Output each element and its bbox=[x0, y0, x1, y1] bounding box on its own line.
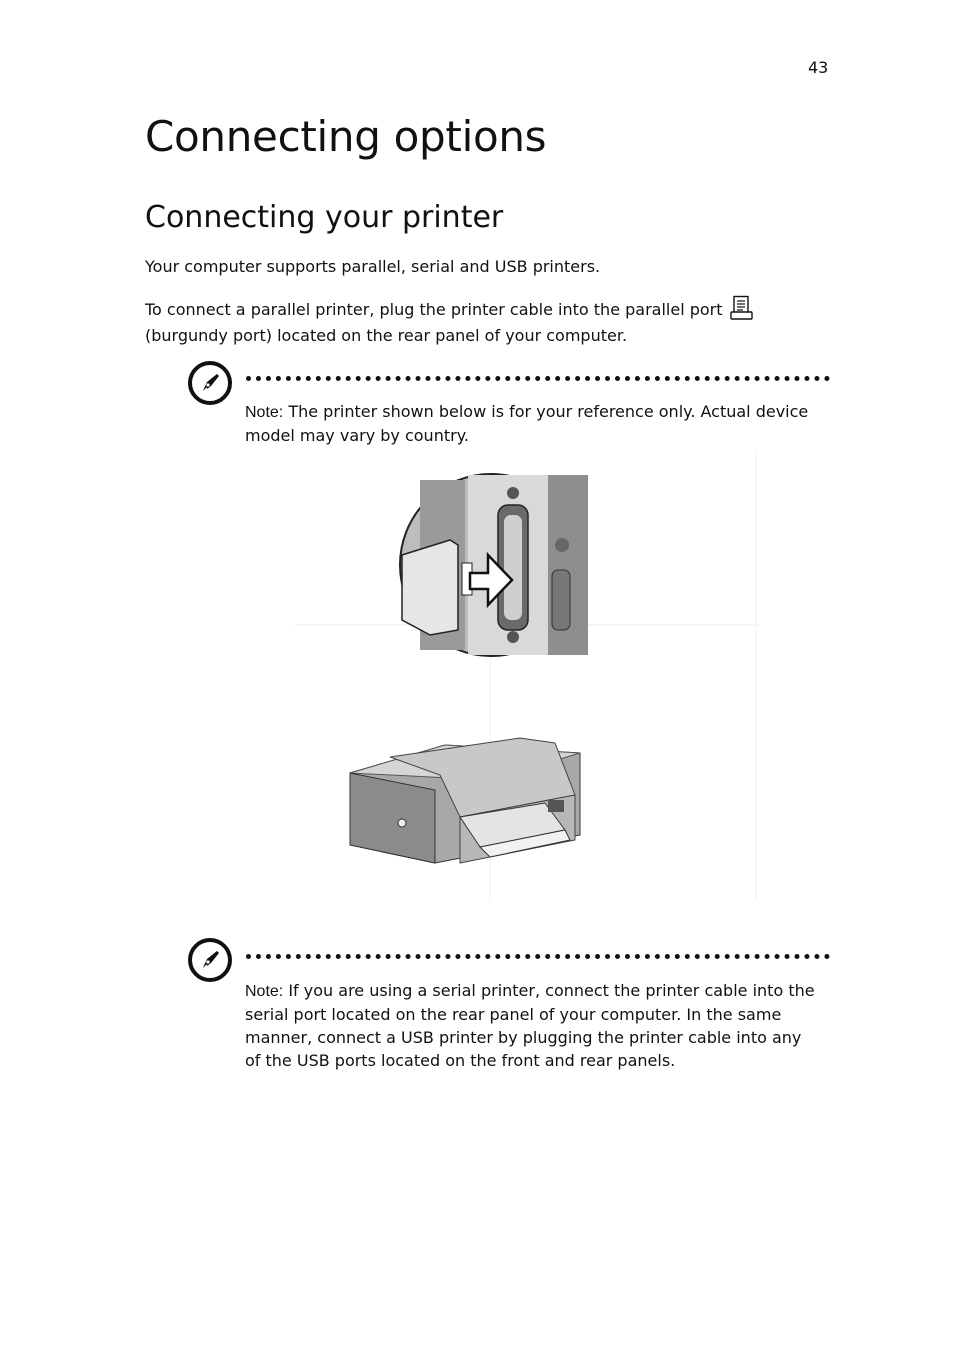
paragraph-supports: Your computer supports parallel, serial and USB printers. bbox=[145, 257, 601, 276]
note-2 bbox=[245, 979, 815, 1072]
page-title: Connecting options bbox=[145, 112, 547, 161]
printer-port-icon bbox=[729, 295, 755, 321]
section-title: Connecting your printer bbox=[145, 200, 504, 235]
printer-image bbox=[350, 738, 580, 863]
note-pen-icon bbox=[187, 937, 233, 983]
note-pen-icon bbox=[187, 360, 233, 406]
note-1 bbox=[245, 400, 815, 447]
paragraph-parallel-line1: To connect a parallel printer, plug the printer cable into the parallel port bbox=[145, 300, 723, 319]
paragraph-parallel-line2: (burgundy port) located on the rear panel of your computer. bbox=[145, 326, 628, 345]
note-divider bbox=[246, 376, 830, 381]
page-number: 43 bbox=[808, 58, 829, 77]
note-label: Note: bbox=[245, 404, 284, 421]
paragraph-parallel bbox=[145, 295, 825, 349]
parallel-port-closeup bbox=[400, 474, 588, 656]
note-text: The printer shown below is for your reference only. Actual device model may vary by country. bbox=[245, 402, 809, 445]
note-text: If you are using a serial printer, connect the printer cable into the serial port located on the rear panel of your computer. In the same manner, connect a USB printer by plugging the printer cable into any of the USB ports located on the front and rear panels. bbox=[245, 981, 815, 1070]
note-label: Note: bbox=[245, 983, 284, 1000]
note-divider bbox=[246, 954, 830, 959]
printer-connection-figure bbox=[290, 445, 760, 905]
